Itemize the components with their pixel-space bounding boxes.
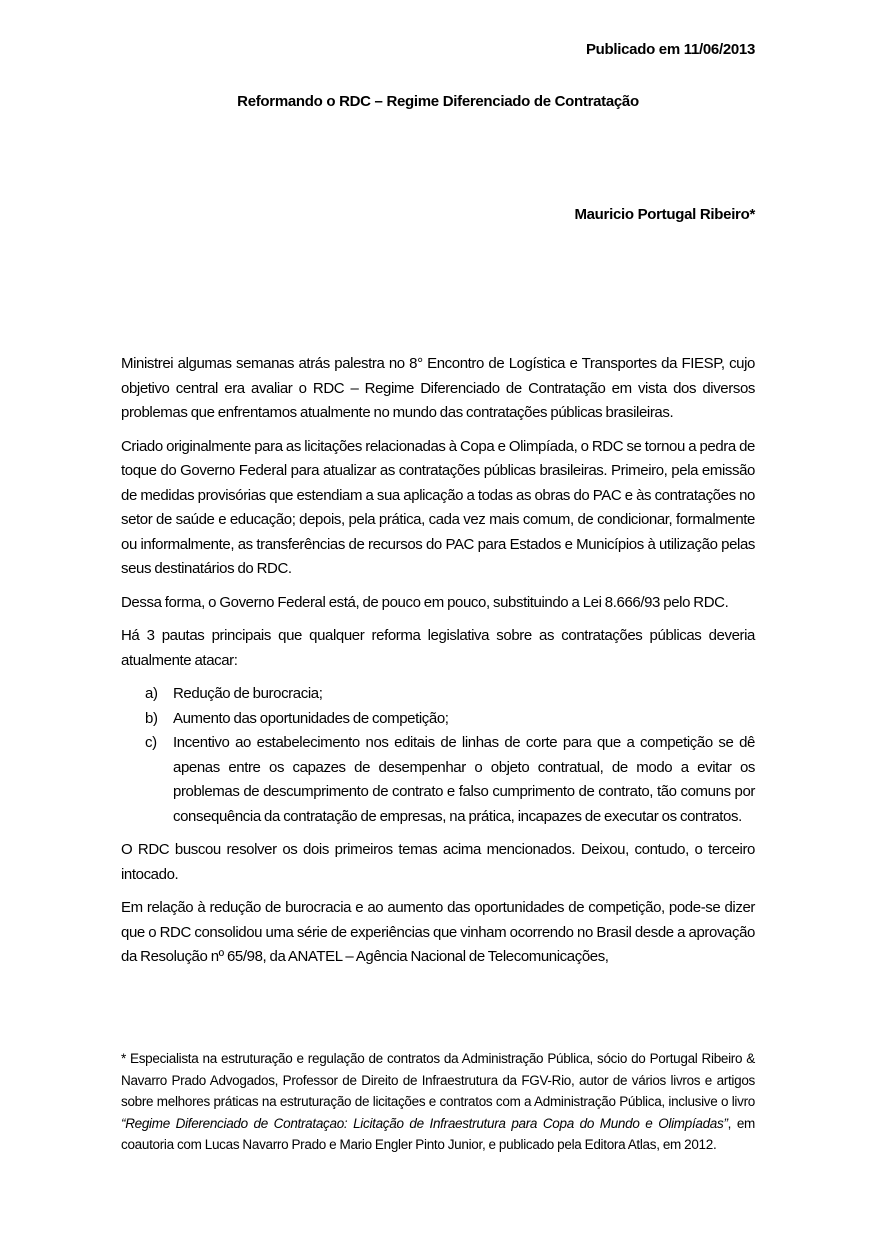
body-paragraph-4: Há 3 pautas principais que qualquer reforma legislativa sobre as contratações públicas deveria atualmente atacar: (121, 627, 755, 669)
document-title: Reformando o RDC – Regime Diferenciado de Contratação (237, 93, 639, 110)
footnote-text-lead: * Especialista na estruturação e regulação de contratos da Administração Pública, sócio do Portugal Ribeiro & Navarro Prado Advogados, Professor de Direito de Infraestrutura da FGV-Rio, autor de vários livros e artigos sobre melhores práticas na estruturação de licitações e contratos com a Administração Pública, inclusive o livro (121, 1051, 755, 1110)
publication-date: Publicado em 11/06/2013 (585, 41, 755, 58)
document-body (121, 352, 755, 979)
list-item-marker: b) (145, 709, 158, 727)
list-item-marker: c) (145, 734, 157, 751)
footnote-text-tail: , em coautoria com Lucas Navarro Prado e Mario Engler Pinto Junior, e publicado pela Editora Atlas, em 2012. (121, 1115, 755, 1153)
body-paragraph-1: Ministrei algumas semanas atrás palestra no 8° Encontro de Logística e Transportes da FIESP, cujo objetivo central era avaliar o RDC – Regime Diferenciado de Contratação em vista dos diversos problemas que enfrentamos atualmente no mundo das contratações públicas brasileiras. (121, 355, 755, 421)
list-item-c (121, 731, 755, 829)
body-paragraph-5: O RDC buscou resolver os dois primeiros temas acima mencionados. Deixou, contudo, o terceiro intocado. (121, 841, 755, 883)
list-item-text: Aumento das oportunidades de competição; (173, 709, 449, 727)
list-item-text: Incentivo ao estabelecimento nos editais de linhas de corte para que a competição se dê apenas entre os capazes de desempenhar o objeto contratual, de modo a evitar os problemas de descumprimento de contrato e falso cumprimento de contrato, tão comuns por consequência da contratação de empresas, na prática, incapazes de executar os contratos. (173, 734, 755, 825)
author-byline: Mauricio Portugal Ribeiro* (574, 206, 755, 223)
body-paragraph-2: Criado originalmente para as licitações relacionadas à Copa e Olimpíada, o RDC se tornou a pedra de toque do Governo Federal para atualizar as contratações públicas brasileiras. Primeiro, pela emissão de medidas provisórias que estendiam a sua aplicação a todas as obras do PAC e às contratações no setor de saúde e educação; depois, pela prática, cada vez mais comum, de condicionar, formalmente ou informalmente, as transferências de recursos do PAC para Estados e Municípios à utilização pelas seus destinatários do RDC. (121, 437, 755, 577)
list-item-text: Redução de burocracia; (173, 685, 323, 702)
reform-goals-list (121, 682, 755, 829)
list-item-marker: a) (145, 685, 158, 702)
list-item-a (121, 682, 755, 707)
list-item-b (121, 707, 755, 732)
footnote-book-title: “Regime Diferenciado de Contrataçao: Licitação de Infraestrutura para Copa do Mundo e Olimpíadas” (121, 1115, 728, 1131)
footnote (121, 1048, 755, 1156)
body-paragraph-6: Em relação à redução de burocracia e ao aumento das oportunidades de competição, pode-se dizer que o RDC consolidou uma série de experiências que vinham ocorrendo no Brasil desde a aprovação da Resolução nº 65/98, da ANATEL – Agência Nacional de Telecomunicações, (121, 899, 755, 965)
body-paragraph-3: Dessa forma, o Governo Federal está, de pouco em pouco, substituindo a Lei 8.666/93 pelo RDC. (121, 593, 729, 611)
